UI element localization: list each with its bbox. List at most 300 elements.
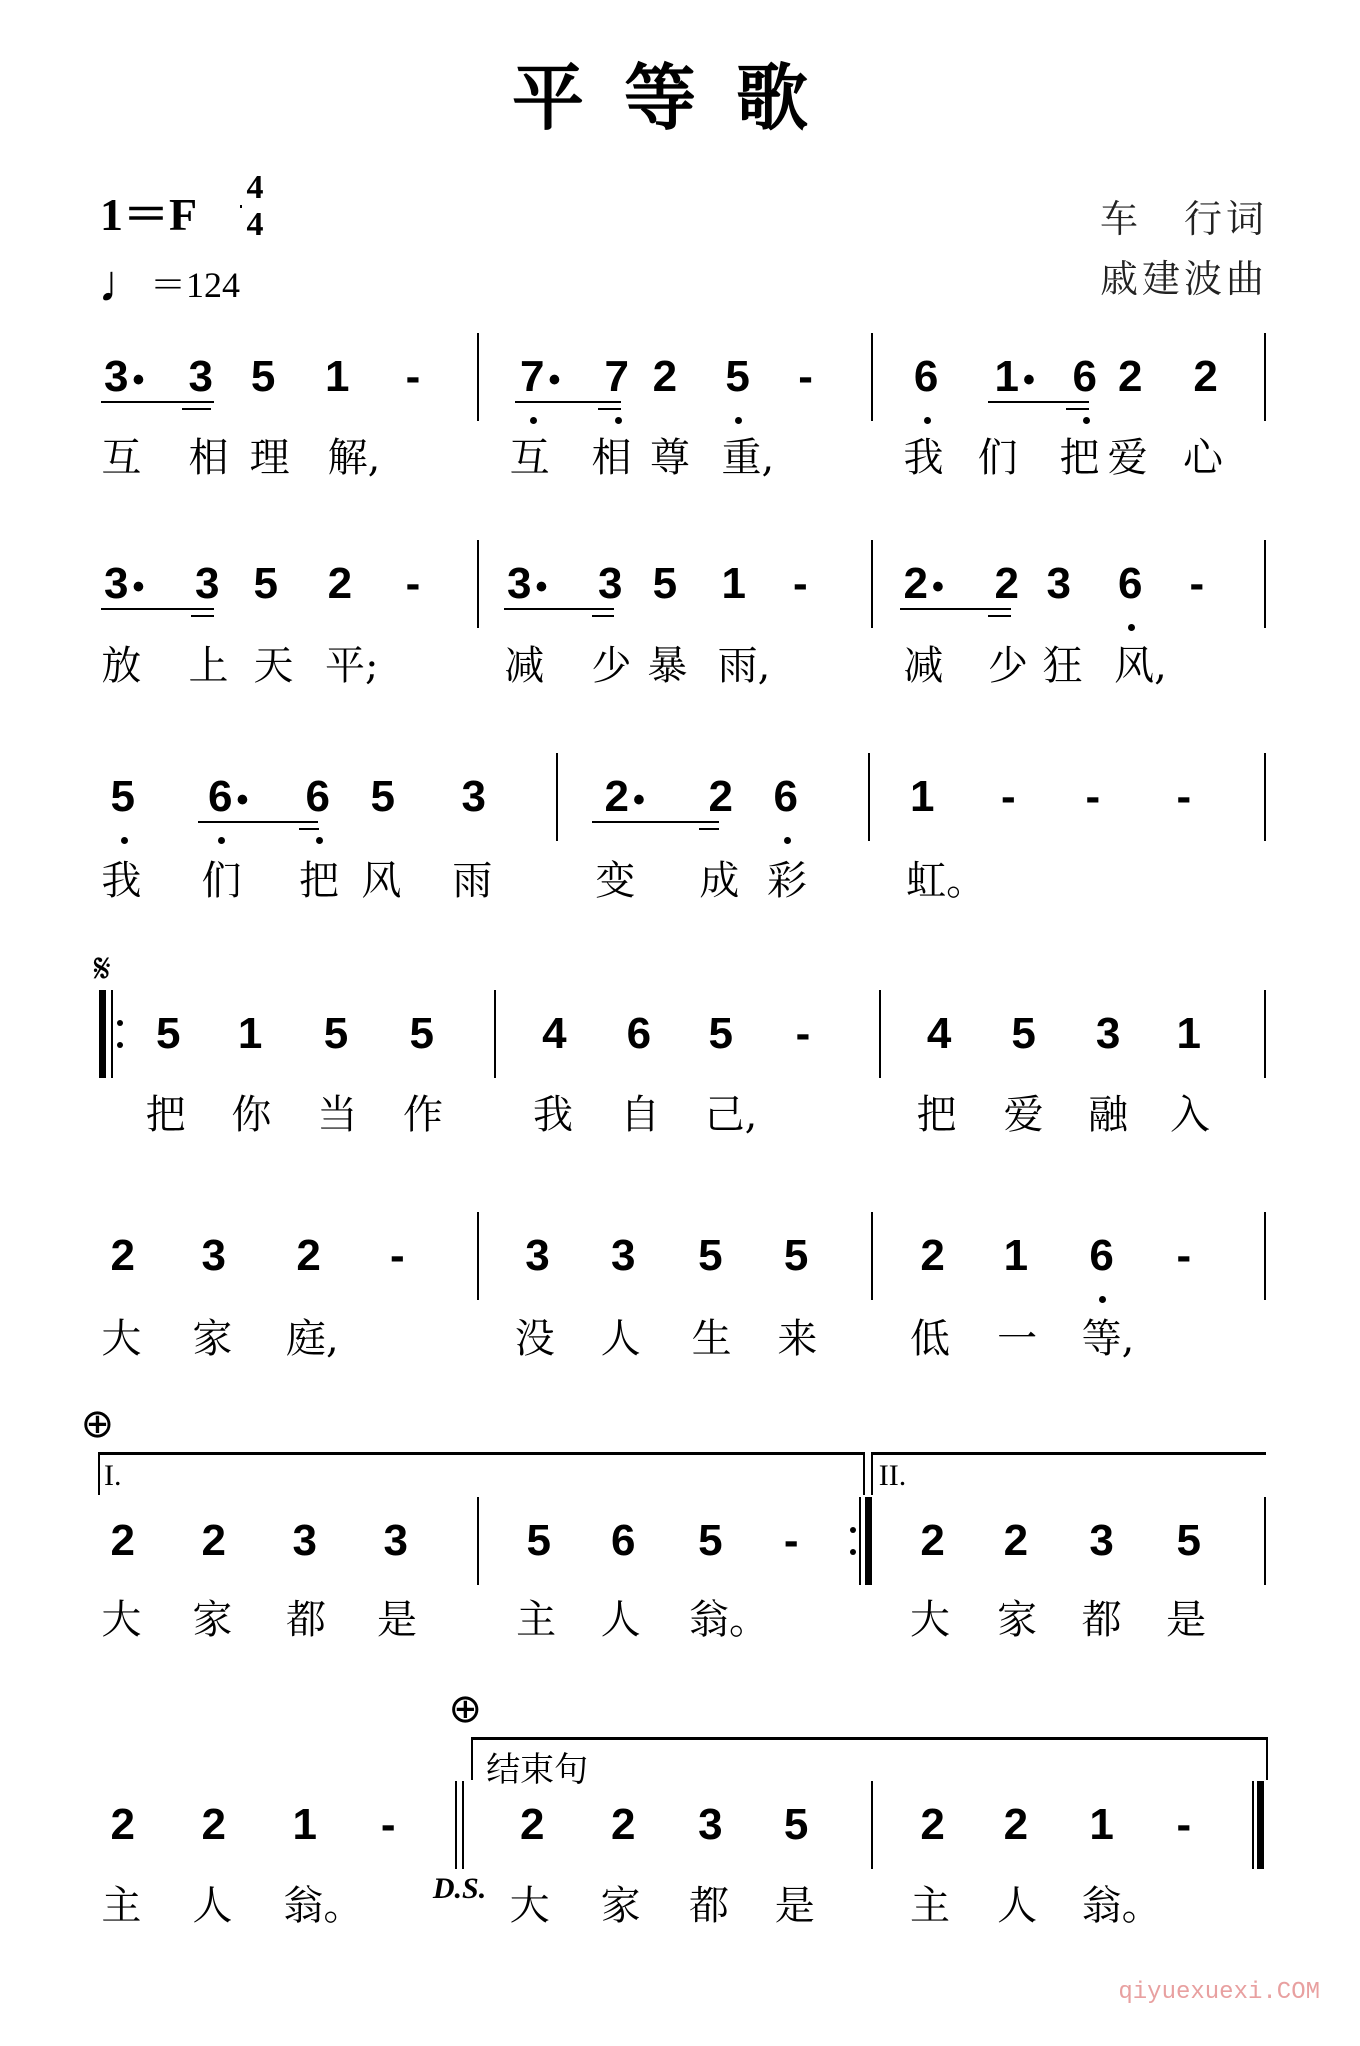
note [520,1797,544,1853]
note [1004,1513,1028,1569]
lyric: 相 [188,434,229,481]
note-digit: - [405,352,421,401]
barline [556,753,558,841]
segno-symbol: 𝄋 [93,946,111,993]
note-digit: 1 [292,1800,317,1850]
lyric: 翁。 [689,1596,769,1643]
coda-symbol: ⊕ [448,1686,483,1733]
note [698,1513,722,1569]
note [709,1006,733,1062]
note [104,349,144,405]
note [520,349,560,405]
lyric: 等, [1081,1316,1135,1362]
note-digit: 1 [910,771,935,821]
note [611,1797,635,1853]
lyricist: 车 行词 [1099,197,1268,241]
note-digit: 2 [201,1800,226,1850]
note-digit: 3 [383,1515,408,1565]
note [202,1797,226,1853]
note-digit: - [793,558,808,608]
lyric: 自 [620,1092,661,1139]
note-digit: 2 [920,1230,945,1280]
lyric: 大 [910,1596,950,1643]
low-octave-dot [218,837,225,844]
note [251,349,275,405]
song-title: 平等歌 [511,55,848,140]
lyric: 们 [201,858,242,905]
note [1073,349,1097,405]
note [927,1006,951,1062]
note-digit: 6 [1118,558,1143,608]
note-digit: 5 [1176,1515,1201,1565]
barline [477,1497,479,1585]
barline [477,333,479,421]
low-octave-dot [1099,1296,1106,1303]
lyric: 作 [403,1092,443,1139]
underline [699,828,719,830]
note [296,1228,320,1284]
repeat-dot [117,1020,123,1026]
note-digit: 2 [1003,1515,1029,1565]
note-digit: 1 [721,558,746,608]
note [111,769,135,825]
note [293,1513,317,1569]
note [605,769,645,825]
barline [1264,753,1266,841]
lyric: 风, [1114,642,1167,689]
lyric: 风 [361,858,402,905]
double-barline [455,1781,457,1869]
note-digit: - [1176,771,1192,821]
note-digit: 3 [201,1230,226,1280]
lyric: 爱 [1003,1092,1044,1139]
note-dash [406,556,421,612]
augmentation-dot: • [931,567,944,606]
note-digit: 5 [783,1230,809,1280]
note-digit: 2 [110,1230,135,1280]
repeat-end-thin [859,1497,861,1585]
lyric: 解, [327,434,381,481]
lyric: 少 [591,642,632,689]
lyric: 没 [514,1316,555,1362]
lyric: 低 [910,1316,950,1362]
lyric: 人 [997,1882,1038,1929]
underline [592,821,719,823]
underline [900,608,1012,610]
watermark: qiyuexuexi.COM [1118,1979,1320,2006]
barline [1264,990,1266,1078]
repeat-dot [850,1549,856,1555]
underline [988,401,1089,403]
note-digit: 5 [526,1515,551,1565]
note [725,349,749,405]
barline [868,753,870,841]
time-signature [240,169,270,243]
lyric: 变 [595,858,636,905]
lyric: 主 [101,1882,142,1929]
note [995,349,1035,405]
note-digit: 3 [104,352,129,401]
lyric: 把 [916,1092,957,1139]
note-digit: 2 [652,352,678,401]
note-digit: 6 [626,1008,652,1058]
lyric: 人 [192,1882,233,1929]
lyric: 来 [777,1316,818,1362]
fraction-bar [240,205,242,208]
note-digit: 5 [110,771,135,821]
note-digit: 1 [1176,1008,1201,1058]
lyric: 尊 [650,434,690,481]
underline [101,401,214,403]
note [1089,1513,1113,1569]
note [920,1513,944,1569]
lyric: 把 [145,1092,186,1139]
note-digit: 3 [598,558,623,608]
note-digit: 2 [520,1800,545,1850]
note-digit: 3 [1089,1515,1114,1565]
note-digit: 1 [994,352,1019,401]
note-digit: - [380,1800,396,1850]
note-dash [1190,556,1205,612]
note-digit: 5 [253,558,278,608]
lyric: 互 [101,434,142,481]
note-digit: 4 [542,1008,567,1058]
note-digit: 5 [156,1008,181,1058]
note [189,349,213,405]
note [698,1228,722,1284]
barline [1264,333,1266,421]
ending-bracket [471,1737,1268,1780]
final-barline-thick [1257,1781,1264,1869]
low-octave-dot [735,417,742,424]
note-dash [1086,769,1101,825]
lyric: 们 [977,434,1018,481]
augmentation-dot: • [535,567,548,606]
lyric: 我 [903,434,944,481]
note-digit: 7 [520,352,545,401]
note-digit: 2 [708,771,733,821]
note [371,769,395,825]
barline [871,1781,873,1869]
note-digit: 2 [920,1515,945,1565]
lyric: 生 [691,1316,732,1362]
lyric: 放 [101,642,142,689]
lyric: 上 [188,642,229,689]
note-digit: 3 [525,1230,550,1280]
lyric: 重, [721,434,775,481]
ds-marking: D.S. [432,1872,487,1905]
note-digit: 6 [913,352,939,401]
note [542,1006,566,1062]
note [611,1513,635,1569]
lyric: 人 [600,1316,641,1362]
note-digit: 2 [994,558,1019,608]
lyric: 心 [1183,434,1223,481]
note [920,1797,944,1853]
note-dash [793,556,808,612]
augmentation-dot: • [548,361,561,399]
note-digit: 6 [305,771,330,821]
note [1004,1797,1028,1853]
note [1118,349,1142,405]
note-digit: 5 [409,1008,434,1058]
note [698,1797,722,1853]
note-digit: 5 [652,558,678,608]
low-octave-dot [530,417,537,424]
note [910,769,934,825]
lyric: 雨, [717,642,771,689]
note [784,1228,808,1284]
note-digit: 3 [1046,558,1071,608]
note [653,349,677,405]
note-digit: 3 [507,558,532,608]
note [238,1006,262,1062]
note-digit: - [1189,558,1205,608]
barline [871,540,873,628]
lyric: 狂 [1042,642,1083,689]
lyric: 大 [101,1316,142,1362]
low-octave-dot [1128,624,1135,631]
lyric: 爱 [1107,434,1148,481]
note [774,769,798,825]
composer: 戚建波曲 [1099,257,1268,301]
barline [879,990,881,1078]
lyric: 相 [591,434,632,481]
lyric: 当 [317,1092,358,1139]
note [920,1228,944,1284]
note [111,1513,135,1569]
note-dash [1177,1797,1192,1853]
lyric: 雨 [452,858,493,905]
note [611,1228,635,1284]
lyric: 一 [997,1316,1038,1362]
note-digit: 2 [327,558,353,608]
augmentation-dot: • [1022,361,1035,399]
lyric: 主 [910,1882,950,1929]
note [709,769,733,825]
note-digit: - [798,352,813,401]
lyric: 入 [1170,1092,1210,1139]
augmentation-dot: • [132,361,145,399]
note-digit: 6 [1072,352,1097,401]
note [627,1006,651,1062]
note-digit: 5 [323,1008,349,1058]
note [1011,1006,1035,1062]
note [1096,1006,1120,1062]
note-dash [1001,769,1016,825]
note [525,1228,549,1284]
note [784,1797,808,1853]
note-digit: 5 [250,352,276,401]
note [202,1228,226,1284]
note-digit: 1 [1089,1800,1114,1850]
underline [182,408,211,410]
lyric: 减 [504,642,545,689]
note-digit: 1 [237,1008,263,1058]
repeat-dot [850,1527,856,1533]
note-digit: 3 [292,1515,317,1565]
note [598,556,622,612]
lyric: 把 [299,858,339,905]
note [208,769,248,825]
note [904,556,944,612]
volta-2-label: II. [878,1458,907,1492]
barline [1264,540,1266,628]
lyric: 翁。 [283,1882,364,1929]
note-digit: 3 [611,1230,636,1280]
note [254,556,278,612]
note-digit: - [795,1008,811,1058]
note [111,1228,135,1284]
note-digit: 1 [1003,1230,1029,1280]
repeat-start-thick [99,990,106,1078]
barline [477,1212,479,1300]
low-octave-dot [784,837,791,844]
repeat-start-thin [111,990,113,1078]
note-dash [1177,1228,1192,1284]
lyric: 大 [509,1882,550,1929]
note-dash [796,1006,811,1062]
note-digit: 3 [698,1800,723,1850]
underline [515,401,622,403]
lyric: 是 [774,1882,815,1929]
note-digit: - [1085,771,1101,821]
lyric: 平; [325,642,379,689]
note-dash [390,1228,405,1284]
note [293,1797,317,1853]
underline [988,615,1011,617]
note-digit: 2 [611,1800,636,1850]
barline [1264,1497,1266,1585]
low-octave-dot [316,837,323,844]
note-dash [406,349,421,405]
underline [598,408,621,410]
time-top: 4 [246,169,264,206]
coda-symbol: ⊕ [80,1401,115,1448]
lyric: 理 [249,434,290,481]
note [462,769,486,825]
note [1118,556,1142,612]
underline [1066,408,1089,410]
note [507,556,547,612]
lyric: 虹。 [906,858,987,905]
note [410,1006,434,1062]
note-digit: 6 [611,1515,636,1565]
lyric: 成 [699,858,740,905]
note-digit: 2 [110,1800,135,1850]
note [156,1006,180,1062]
barline [1264,1212,1266,1300]
augmentation-dot: • [132,567,145,606]
note-dash [381,1797,396,1853]
augmentation-dot: • [632,780,645,819]
note-digit: 6 [773,771,798,821]
note [914,349,938,405]
lyric: 都 [689,1882,729,1929]
note [605,349,629,405]
tempo-marking [98,255,240,314]
note-dash [784,1513,799,1569]
augmentation-dot: • [236,780,249,819]
note-dash [1177,769,1192,825]
note-digit: 5 [370,771,395,821]
note-digit: - [1176,1230,1192,1280]
lyric: 都 [1081,1596,1122,1643]
underline [191,615,214,617]
note-digit: 2 [110,1515,135,1565]
lyric: 翁。 [1081,1882,1162,1929]
lyric: 彩 [767,858,807,905]
note [1193,349,1217,405]
note-digit: 3 [188,352,213,401]
note-digit: 6 [1089,1230,1114,1280]
note [1089,1797,1113,1853]
key-signature: 1＝F [100,189,198,240]
note-digit: - [1001,771,1016,821]
lyric: 暴 [647,642,688,689]
underline [592,615,614,617]
note-digit: 7 [604,352,629,401]
note-digit: 3 [195,558,220,608]
ending-label: 结束句 [486,1750,589,1790]
lyric: 庭, [286,1316,339,1362]
lyric: 我 [101,858,142,905]
note [1047,556,1071,612]
underline [198,821,319,823]
note-digit: 3 [1095,1008,1121,1058]
double-barline [462,1781,464,1869]
note-digit: 5 [1011,1008,1036,1058]
volta-2-bracket [871,1452,1266,1495]
note-digit: 3 [104,558,129,608]
lyric: 少 [988,642,1028,689]
note-digit: 5 [698,1230,723,1280]
volta-1-label: I. [104,1458,122,1492]
note [202,1513,226,1569]
lyric: 家 [997,1596,1038,1643]
note [111,1797,135,1853]
note [653,556,677,612]
lyric: 主 [516,1596,557,1643]
lyric: 减 [903,642,944,689]
note-digit: 5 [698,1515,723,1565]
repeat-end-thick [865,1497,872,1585]
note-digit: 3 [461,771,486,821]
note [306,769,330,825]
note [1177,1513,1201,1569]
note-digit: - [1176,1800,1192,1850]
note [722,556,746,612]
underline [299,828,319,830]
note-digit: 2 [604,771,629,821]
repeat-dot [117,1042,123,1048]
low-octave-dot [924,417,931,424]
note-digit: - [405,558,421,608]
lyric: 天 [253,642,294,689]
note [384,1513,408,1569]
lyric: 是 [1166,1596,1207,1643]
note [324,1006,348,1062]
tempo-value: ＝124 [150,265,241,305]
note [1004,1228,1028,1284]
note-digit: 2 [920,1800,945,1850]
lyric: 家 [192,1596,233,1643]
barline [477,540,479,628]
note-digit: 4 [926,1008,952,1058]
quarter-note-icon: ♩ [98,256,150,313]
note-digit: 2 [1193,352,1218,401]
lyric: 己, [704,1092,758,1139]
